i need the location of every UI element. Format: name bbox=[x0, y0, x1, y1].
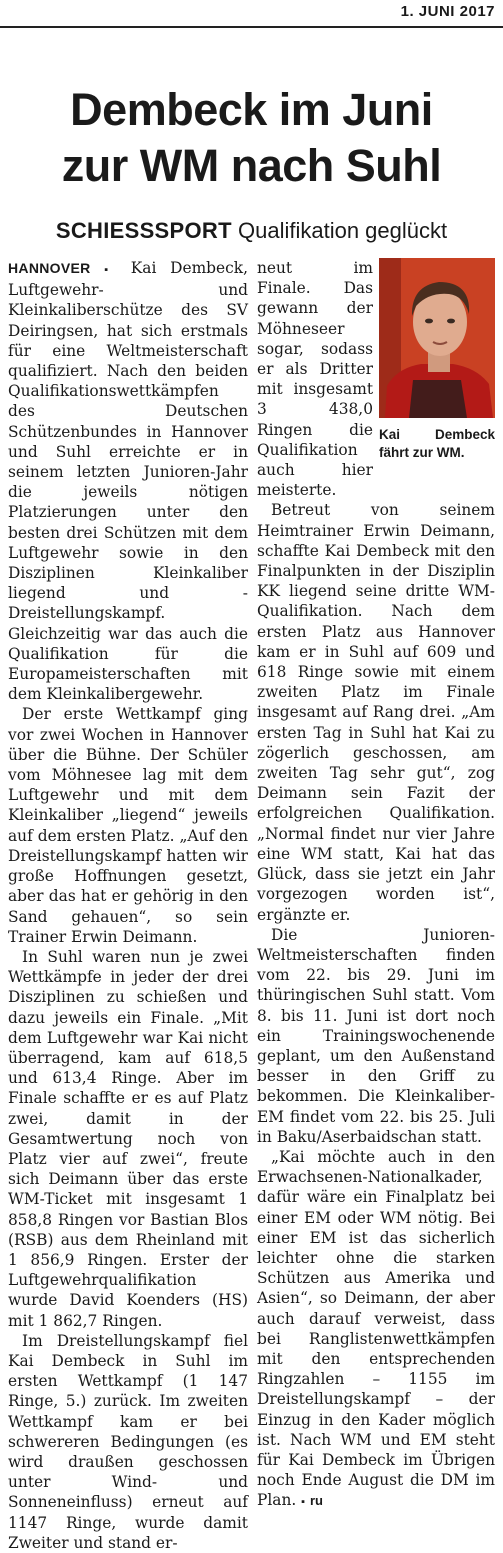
paragraph bbox=[8, 258, 248, 704]
headline-line-2: zur WM nach Suhl bbox=[61, 140, 442, 191]
issue-date: 1. JUNI 2017 bbox=[400, 3, 495, 20]
paragraph: neut im Finale. Das gewann der Möhneseer sogar, sodass er als Dritter mit insgesamt 3 438,0 Ringen die Qualifikation auch hier meisterte. bbox=[257, 259, 373, 500]
paragraph-text: „Kai möchte auch in den Erwachsenen-Nationalkader, dafür wäre ein Finalplatz bei einer EM oder WM nötig. Bei einer EM ist das sicherlich leichter ohne die starken Schützen aus Amerika und Asien“, so Deimann, der aber auch darauf verweist, dass bei Ranglistenwettkämpfen mit den entsprechenden Ringzahlen – 1155 im Dreistellungskampf – der Einzug in den Kader möglich ist. Nach WM und EM steht für Kai Dembeck im Übrigen noch Ende August die DM im Plan. bbox=[257, 1147, 495, 1510]
dateline: HANNOVER bbox=[8, 260, 91, 276]
paragraph: In Suhl waren nun je zwei Wettkämpfe in jeder der drei Disziplinen zu schießen und dazu jeweils ein Finale. „Mit dem Luftgewehr war Kai nicht überragend, kam auf 618,5 und 613,4 Ringe. Aber im Finale schaffte er es auf Platz zwei, damit in der Gesamtwertung noch von Platz vier auf zwei“, freute sich Deimann über das erste WM-Ticket mit insgesamt 1 858,8 Ringen vor Bastian Blos (RSB) aus dem Rheinland mit 1 856,9 Ringen. Erster der Luftgewehrqualifikation wurde David Koenders (HS) mit 1 862,7 Ringen. bbox=[8, 947, 248, 1330]
headline-line-1: Dembeck im Juni bbox=[70, 84, 433, 135]
header-rule bbox=[0, 26, 503, 28]
kicker: SCHIESSSPORT bbox=[55, 218, 232, 243]
paragraph: Der erste Wettkampf ging vor zwei Wochen in Hannover über die Bühne. Der Schüler vom Möhnesee lag mit dem Luftgewehr und mit dem Kleinkaliber „liegend“ jeweils auf dem ersten Platz. „Auf den Dreistellungskampf hatten wir große Hoffnungen gesetzt, aber das hat er gehörig in den Sand gehauen“, so sein Trainer Erwin Deimann. bbox=[8, 705, 248, 946]
paragraph bbox=[257, 1147, 495, 1513]
subheadline-text: Qualifikation geglückt bbox=[237, 218, 448, 243]
paragraph: Im Dreistellungskampf fiel Kai Dembeck in Suhl im ersten Wettkampf (1 147 Ringe, 5.) zurück. Im zweiten Wettkampf kam er bei schwereren Bedingungen (es wird draußen geschossen unter Wind- und Sonneneinfluss) erneut auf 1147 Ringe, wurde damit Zweiter und stand er- bbox=[8, 1331, 248, 1552]
photo-caption: Kai Dembeck fährt zur WM. bbox=[379, 427, 495, 460]
paragraph-text: Kai Dembeck, Luftgewehr- und Kleinkaliberschütze des SV Deiringsen, hat sich erstmals für eine Weltmeisterschaft qualifiziert. Nach den beiden Qualifikationswettkämpfen des Deutschen Schützenbundes in Hannover und Suhl erreichte er in seinem letzten Junioren-Jahr die jeweils nötigen Platzierungen unter den besten drei Schützen mit dem Luftgewehr sowie in den Disziplinen Kleinkaliber liegend und -Dreistellungskampf. Gleichzeitig war das auch die Qualifikation für die Europameisterschaften mit dem Kleinkalibergewehr. bbox=[8, 259, 248, 704]
signature-separator: ▪ bbox=[301, 1496, 306, 1509]
article-column-1 bbox=[8, 258, 248, 1553]
dateline-separator: ▪ bbox=[104, 264, 118, 276]
paragraph: Die Junioren-Weltmeisterschaften finden vom 22. bis 29. Juni im thüringischen Suhl statt. Vom 8. bis 11. Juni ist dort noch ein Trainingswochenende geplant, um den Außenstand besser in den Griff zu bekommen. Die Kleinkaliber-EM findet vom 22. bis 25. Juli in Baku/Aserbaidschan statt. bbox=[257, 925, 495, 1146]
headline bbox=[0, 82, 503, 194]
paragraph: Betreut von seinem Heimtrainer Erwin Deimann, schaffte Kai Dembeck mit den Finalpunkten in der Disziplin KK liegend seine dritte WM-Qualifikation. Nach dem ersten Platz aus Hannover kam er in Suhl auf 609 und 618 Ringe sowie mit einem zweiten Platz im Finale insgesamt auf Rang drei. „Am ersten Tag in Suhl hat Kai zu zögerlich geschossen, am zweiten Tag sehr gut“, zog Deimann sein Fazit der erfolgreichen Qualifikation. „Normal findet nur vier Jahre eine WM statt, Kai hat das Glück, dass sie jetzt ein Jahr vorgezogen worden ist“, ergänzte er. bbox=[257, 501, 495, 924]
subheadline bbox=[0, 218, 503, 244]
article-column-2 bbox=[257, 258, 495, 1513]
portrait-photo bbox=[379, 258, 495, 418]
author-signature: ru bbox=[309, 1493, 323, 1509]
photo-block bbox=[379, 258, 495, 462]
